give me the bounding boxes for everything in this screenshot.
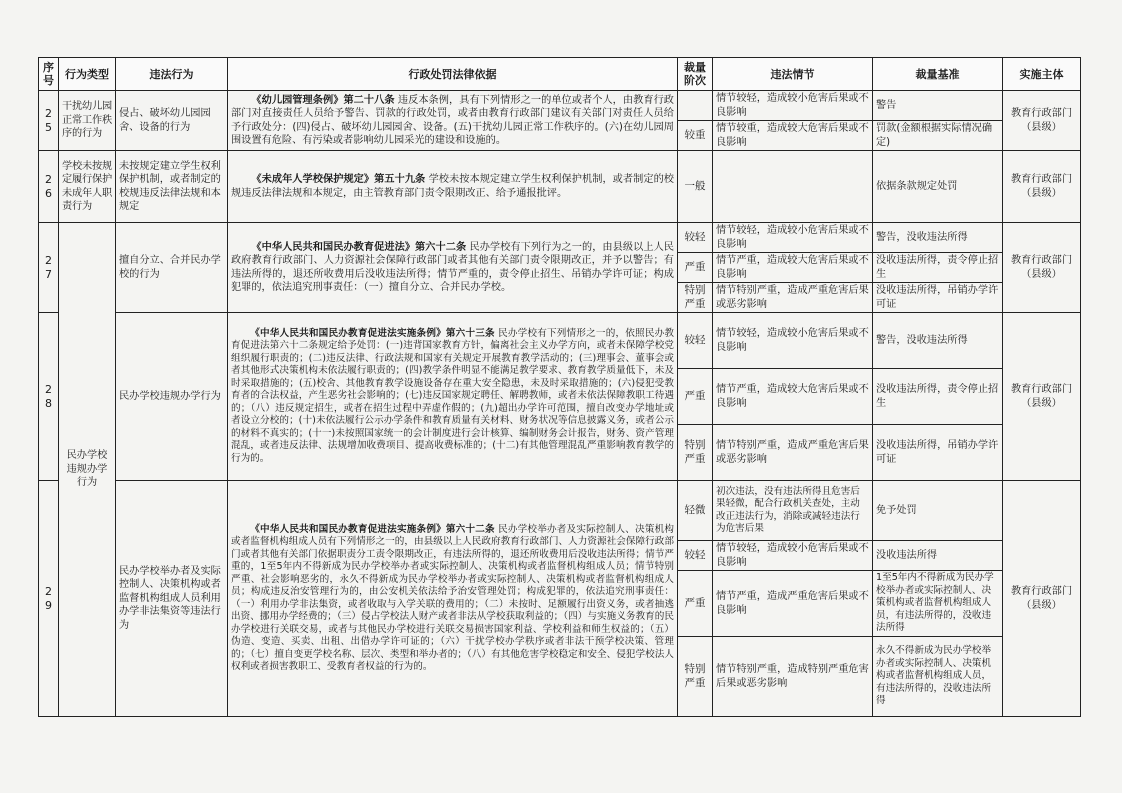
law-text: 民办学校有下列行为之一的，由县级以上人民政府教育行政部门、人力资源社会保障行政部门或者其他有关部门责令限期改正，并予以警告；有违法所得的，退还所收费用后没收违法所得；情节严重的，责令停止招生、吊销办学许可证；构成犯罪的，依法追究刑事责任：（一）擅自分立、合并民办学校。	[231, 241, 674, 293]
table-row	[39, 313, 1081, 369]
law-basis	[228, 481, 678, 717]
law-basis	[228, 151, 678, 223]
illegal-behavior: 侵占、破坏幼儿园园舍、设备的行为	[116, 91, 228, 151]
header-behavior: 违法行为	[116, 58, 228, 91]
law-basis	[228, 91, 678, 151]
standard: 依据条款规定处罚	[873, 151, 1003, 223]
discretion-level: 较重	[678, 121, 713, 151]
discretion-level: 严重	[678, 253, 713, 283]
circumstance: 情节较轻，造成较小危害后果或不良影响	[713, 541, 873, 571]
law-basis	[228, 223, 678, 313]
discretion-level	[678, 91, 713, 121]
behavior-type: 干扰幼儿园正常工作秩序的行为	[59, 91, 116, 151]
illegal-behavior: 民办学校举办者及实际控制人、决策机构或者监督机构组成人员利用办学非法集资等违法行为	[116, 481, 228, 717]
discretion-level: 严重	[678, 571, 713, 637]
discretion-level: 严重	[678, 369, 713, 425]
law-text: 学校未按本规定建立学生权利保护机制，或者制定的校规违反法律法规和本规定，由主管教育部门责令限期改正、给予通报批评。	[231, 174, 674, 199]
table-row	[39, 151, 1081, 223]
enforcement-subject: 教育行政部门（县级）	[1003, 313, 1081, 481]
behavior-type: 学校未按规定履行保护未成年人职责行为	[59, 151, 116, 223]
standard: 没收违法所得，吊销办学许可证	[873, 425, 1003, 481]
header-subject: 实施主体	[1003, 58, 1081, 91]
standard: 1至5年内不得新成为民办学校举办者或实际控制人、决策机构或者监督机构组成人员，有违法所得的，没收违法所得	[873, 571, 1003, 637]
header-law: 行政处罚法律依据	[228, 58, 678, 91]
discretion-level: 轻微	[678, 481, 713, 541]
row-number: 29	[39, 481, 59, 717]
circumstance: 情节严重，造成较大危害后果或不良影响	[713, 253, 873, 283]
enforcement-subject: 教育行政部门（县级）	[1003, 481, 1081, 717]
header-standard: 裁量基准	[873, 58, 1003, 91]
circumstance: 情节特别严重，造成特别严重危害后果或恶劣影响	[713, 637, 873, 717]
standard: 没收违法所得，责令停止招生	[873, 369, 1003, 425]
circumstance	[713, 151, 873, 223]
circumstance: 情节严重，造成严重危害后果或不良影响	[713, 571, 873, 637]
law-text: 民办学校举办者及实际控制人、决策机构或者监督机构组成人员有下列情形之一的，由县级以上人民政府教育行政部门、人力资源社会保障行政部门或者其他有关部门依据职责分工责令限期改正，有违法所得的，退还所收费用后没收违法所得；情节严重的，1至5年内不得新成为民办学校举办者或实际控制人、决策机构或者监督机构组成人员；情节特别严重、社会影响恶劣的，永久不得新成为民办学校举办者或实际控制人、决策机构或者监督机构组成人员；构成违反治安管理行为的，由公安机关依法给予治安管理处罚；构成犯罪的，依法追究刑事责任：（一）利用办学非法集资，或者收取与入学关联的费用的；（二）未按时、足额履行出资义务，或者抽逃出资、挪用办学经费的；（三）侵占学校法人财产或者非法从学校获取利益的；（四）与实施义务教育的民办学校进行关联交易，或者与其他民办学校进行关联交易损害国家利益、学校利益和师生权益的；（五）伪造、变造、买卖、出租、出借办学许可证的；（六）干扰学校办学秩序或者非法干预学校决策、管理的；（七）擅自变更学校名称、层次、类型和举办者的；（八）有其他危害学校稳定和安全、侵犯学校法人权利或者损害教职工、受教育者权益的行为的。	[231, 523, 674, 672]
law-basis	[228, 313, 678, 481]
table-header-row	[39, 58, 1081, 91]
law-text: 民办学校有下列情形之一的，依照民办教育促进法第六十二条规定给予处罚：(一)违背国家教育方针，偏离社会主义办学方向，或者未保障学校党组织履行职责的；(二)违反法律、行政法规和国家有关规定开展教育教学活动的；(三)理事会、董事会或者其他形式决策机构未依法履行职责的；(四)教学条件明显不能满足教学要求、教育教学质量低下，未及时采取措施的；(五)校舍、其他教育教学设施设备存在重大安全隐患，未及时采取措施的；(六)侵犯受教育者的合法权益，产生恶劣社会影响的；(七)违反国家规定聘任、解聘教师，或者未依法保障教职工待遇的；（八）违反规定招生，或者在招生过程中弄虚作假的；(九)超出办学许可范围，擅自改变办学地址或者设立分校的；(十)未依法履行公示办学条件和教育质量有关材料、财务状况等信息披露义务，或者公示的材料不真实的；(十一)未按照国家统一的会计制度进行会计核算、编制财务会计报告，财务、资产管理混乱，或者违反法律、法规增加收费项目、提高收费标准的；(十二)有其他管理混乱严重影响教育教学的行为的。	[231, 327, 674, 464]
row-number: 27	[39, 223, 59, 313]
illegal-behavior: 未按规定建立学生权利保护机制，或者制定的校规违反法律法规和本规定	[116, 151, 228, 223]
standard: 没收违法所得，吊销办学许可证	[873, 283, 1003, 313]
standard: 警告，没收违法所得	[873, 223, 1003, 253]
enforcement-subject: 教育行政部门（县级）	[1003, 223, 1081, 313]
header-type: 行为类型	[59, 58, 116, 91]
standard: 警告	[873, 91, 1003, 121]
header-level: 裁量阶次	[678, 58, 713, 91]
law-title: 《中华人民共和国民办教育促进法实施条例》第六十二条	[250, 523, 495, 535]
law-title: 《未成年人学校保护规定》第五十九条	[251, 174, 426, 185]
circumstance: 初次违法，没有违法所得且危害后果轻微，配合行政机关查处，主动改正违法行为，消除或减轻违法行为危害后果	[713, 481, 873, 541]
standard: 警告，没收违法所得	[873, 313, 1003, 369]
illegal-behavior: 擅自分立、合并民办学校的行为	[116, 223, 228, 313]
discretion-level: 较轻	[678, 223, 713, 253]
law-title: 《中华人民共和国民办教育促进法》第六十二条	[251, 241, 467, 253]
illegal-behavior: 民办学校违规办学行为	[116, 313, 228, 481]
law-title: 《幼儿园管理条例》第二十八条	[251, 94, 395, 106]
standard: 免予处罚	[873, 481, 1003, 541]
standard: 罚款(金额根据实际情况确定)	[873, 121, 1003, 151]
behavior-type-group: 民办学校违规办学行为	[59, 223, 116, 717]
row-number: 25	[39, 91, 59, 151]
table-row	[39, 481, 1081, 541]
header-circumstance: 违法情节	[713, 58, 873, 91]
header-no: 序号	[39, 58, 59, 91]
discretion-level: 一般	[678, 151, 713, 223]
circumstance: 情节特别严重，造成严重危害后果或恶劣影响	[713, 425, 873, 481]
circumstance: 情节特别严重，造成严重危害后果或恶劣影响	[713, 283, 873, 313]
row-number: 26	[39, 151, 59, 223]
penalty-discretion-table	[38, 57, 1081, 717]
table-row	[39, 223, 1081, 253]
discretion-level: 较轻	[678, 541, 713, 571]
discretion-level: 特别严重	[678, 637, 713, 717]
enforcement-subject: 教育行政部门（县级）	[1003, 91, 1081, 151]
circumstance: 情节严重，造成较大危害后果或不良影响	[713, 369, 873, 425]
standard: 没收违法所得，责令停止招生	[873, 253, 1003, 283]
circumstance: 情节较轻，造成较小危害后果或不良影响	[713, 91, 873, 121]
table-row	[39, 91, 1081, 121]
discretion-level: 特别严重	[678, 425, 713, 481]
circumstance: 情节较重，造成较大危害后果或不良影响	[713, 121, 873, 151]
circumstance: 情节较轻，造成较小危害后果或不良影响	[713, 313, 873, 369]
row-number: 28	[39, 313, 59, 481]
discretion-level: 较轻	[678, 313, 713, 369]
standard: 没收违法所得	[873, 541, 1003, 571]
law-text: 违反本条例，具有下列情形之一的单位或者个人，由教育行政部门对直接责任人员给予警告、罚款的行政处罚，或者由教育行政部门建议有关部门对责任人员给予行政处分：(四)侵占、破坏幼儿园园舍、设备。(五)干扰幼儿园正常工作秩序的。(六)在幼儿园周围设置有危险、有污染或者影响幼儿园采光的建设和设施的。	[231, 94, 674, 146]
standard: 永久不得新成为民办学校举办者或实际控制人、决策机构或者监督机构组成人员，有违法所得的，没收违法所得	[873, 637, 1003, 717]
law-title: 《中华人民共和国民办教育促进法实施条例》第六十三条	[250, 327, 495, 339]
discretion-level: 特别严重	[678, 283, 713, 313]
enforcement-subject: 教育行政部门（县级）	[1003, 151, 1081, 223]
circumstance: 情节较轻，造成较小危害后果或不良影响	[713, 223, 873, 253]
penalty-table-sheet	[38, 57, 1080, 717]
